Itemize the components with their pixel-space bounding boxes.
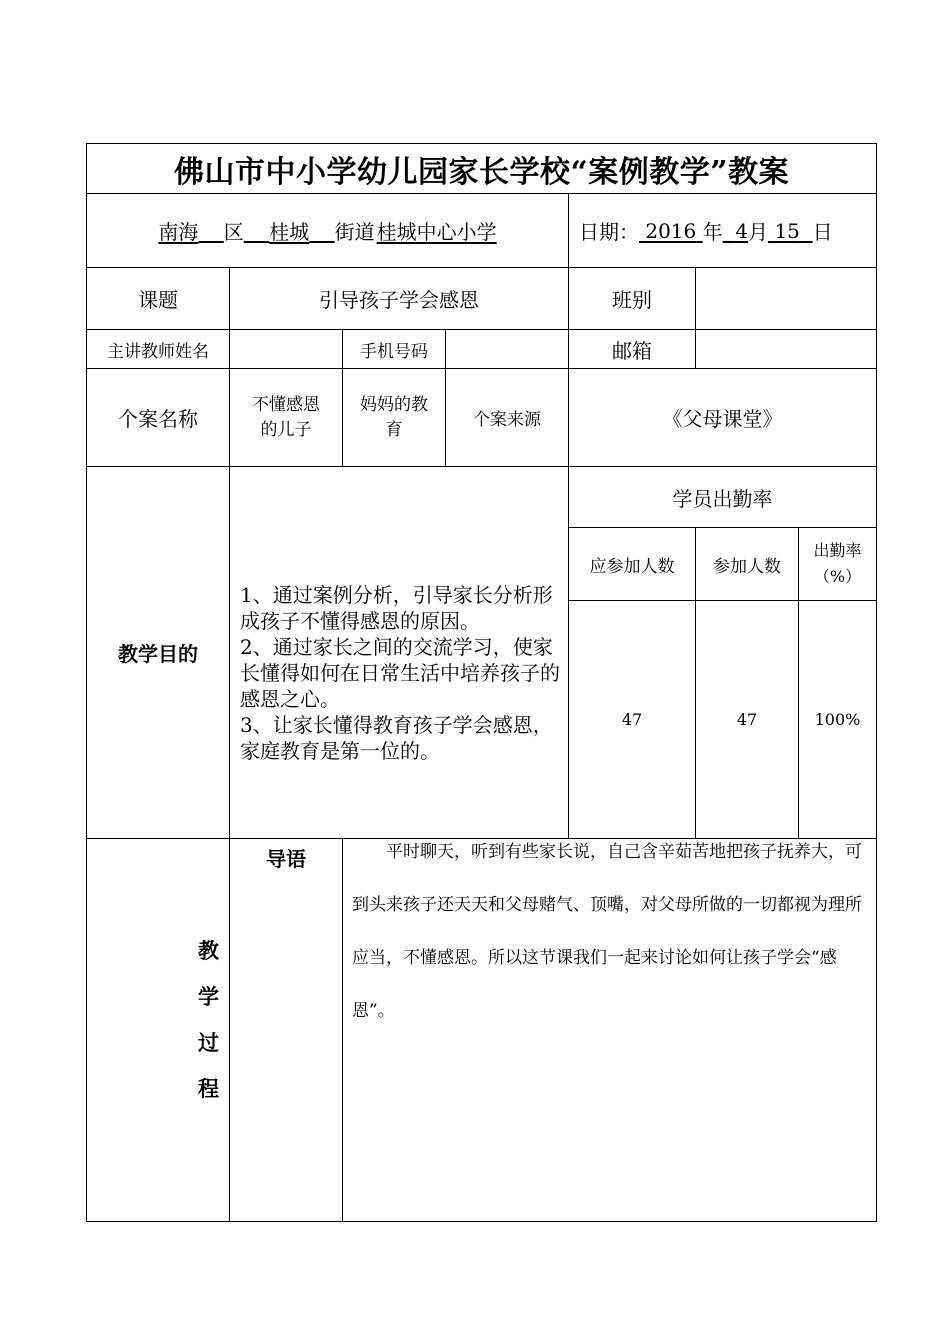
lesson-plan-table [86,143,877,1222]
process-label [86,838,230,1222]
objectives-text: 1、通过案例分析，引导家长分析形成孩子不懂得感恩的原因。 2、通过家长之间的交流学习，使家长懂得如何在日常生活中培养孩子的感恩之心。 3、让家长懂得教育孩子学会感恩，家庭教育是第一位的。 [229,466,569,839]
attendance-actual-value: 47 [695,600,799,839]
date-month-unit: 月 [748,220,769,244]
case-name-1: 不懂感恩的儿子 [229,368,343,467]
case-label: 个案名称 [86,368,230,467]
attendance-expected-value: 47 [568,600,696,839]
location-cell [86,193,569,268]
district-value: 南海 [158,220,199,244]
process-label-char: 程 [198,1077,219,1101]
phone-label: 手机号码 [342,329,446,369]
date-day-unit: 日 [812,220,833,244]
intro-paragraph: 平时聊天，听到有些家长说，自己含辛茹苦地把孩子抚养大，可到头来孩子还天天和父母赌气、顶嘴，对父母所做的一切都视为理所应当，不懂感恩。所以这节课我们一起来讨论如何让孩子学会“感恩”。 [352,842,862,1021]
district-suffix: 区 [223,220,244,244]
email-label: 邮箱 [568,329,696,369]
attendance-header: 学员出勤率 [568,466,877,528]
source-value: 《父母课堂》 [568,368,877,467]
school-value: 桂城中心小学 [376,220,497,244]
date-year-unit: 年 [702,220,723,244]
date-year: 2016 [645,218,697,243]
case-name-2: 妈妈的教育 [342,368,446,467]
attendance-rate-value: 100% [798,600,877,839]
date-label: 日期： [579,220,639,244]
email-value [695,329,877,369]
date-month-wrap [723,219,748,243]
date-month: 4 [735,218,749,243]
teacher-label: 主讲教师姓名 [86,329,230,369]
process-label-char: 学 [198,985,219,1009]
street-gap-right [309,219,334,243]
page-title: 佛山市中小学幼儿园家长学校“案例教学”教案 [86,143,877,194]
intro-label: 导语 [229,838,343,1222]
source-label: 个案来源 [445,368,569,467]
street-value: 桂城 [269,220,310,244]
district-gap [198,219,223,243]
process-label-char: 教 [198,939,219,963]
process-label-char: 过 [198,1031,219,1055]
class-label: 班别 [568,267,696,330]
date-day: 15 [774,218,800,243]
class-value [695,267,877,330]
attendance-actual-label: 参加人数 [695,527,799,601]
street-suffix: 街道 [334,220,375,244]
attendance-expected-label: 应参加人数 [568,527,696,601]
date-day-wrap [768,219,813,243]
phone-value [445,329,569,369]
street-gap-left [244,219,269,243]
objectives-label: 教学目的 [86,466,230,839]
topic-value: 引导孩子学会感恩 [229,267,569,330]
date-cell [568,193,877,268]
date-year-wrap [639,219,703,243]
attendance-rate-label: 出勤率（%） [798,527,877,601]
topic-label: 课题 [86,267,230,330]
teacher-value [229,329,343,369]
intro-text [342,838,877,1222]
